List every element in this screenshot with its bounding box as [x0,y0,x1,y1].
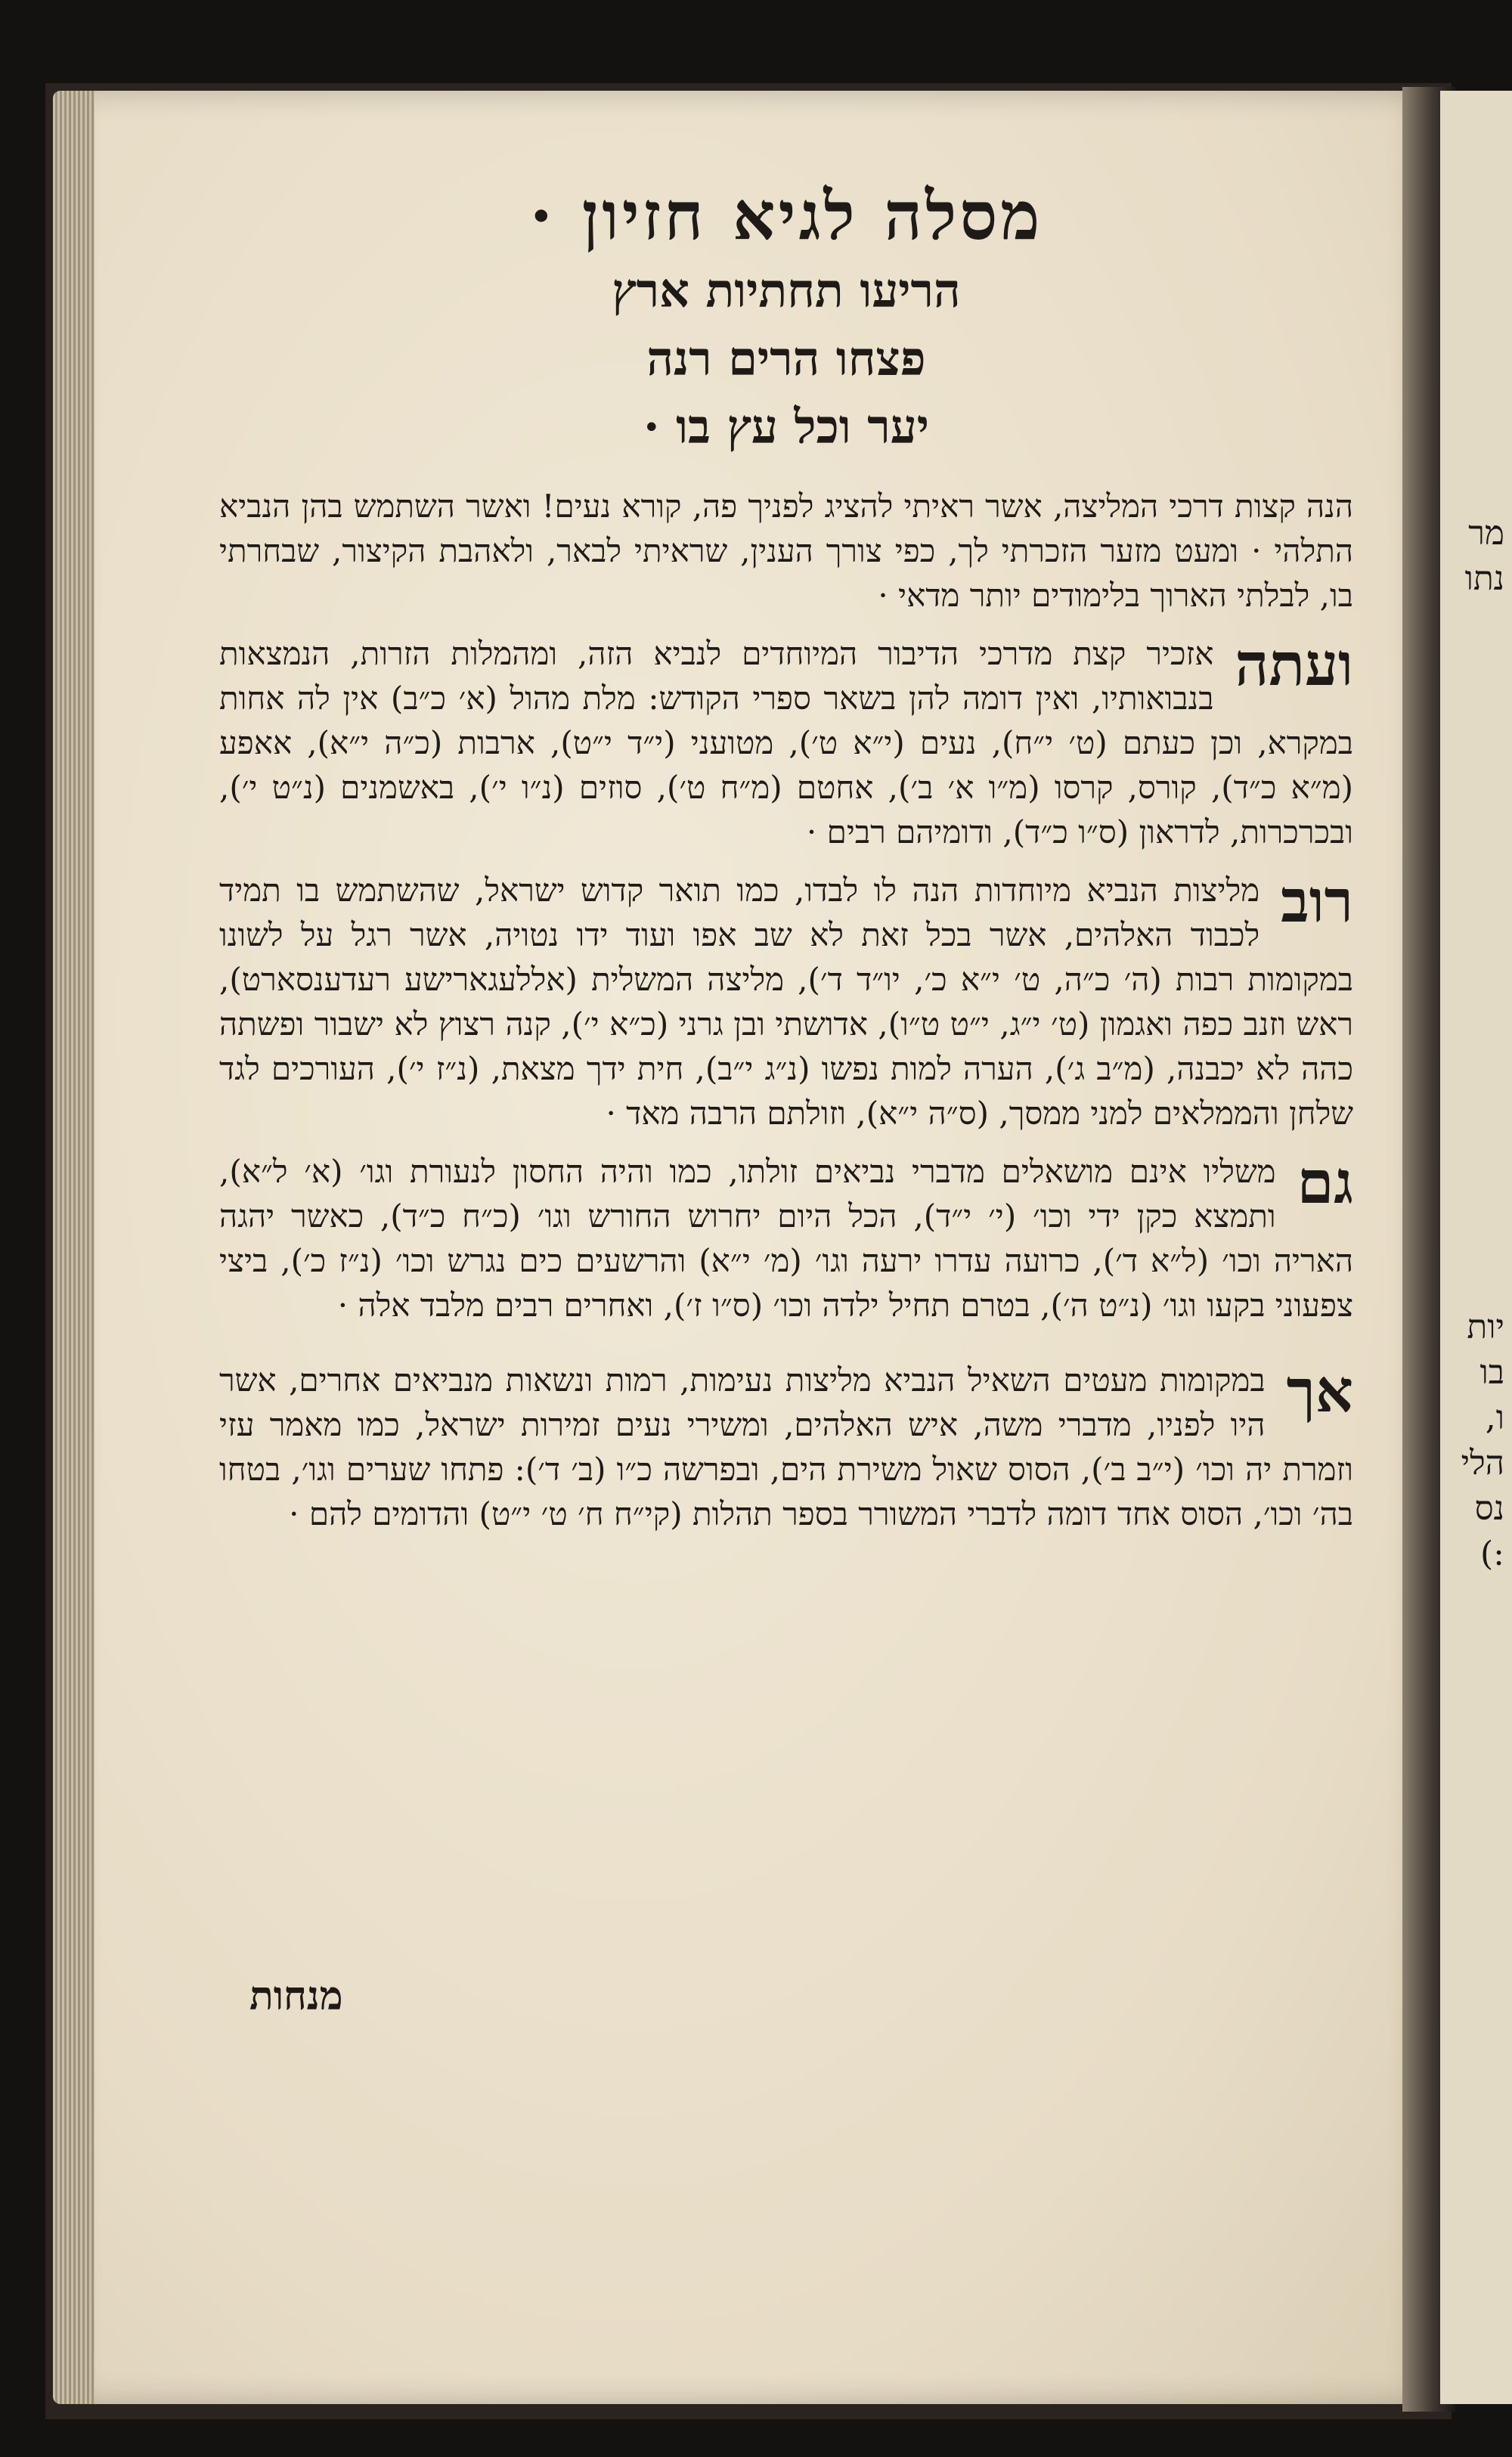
subtitle-line: הריעו תחתיות ארץ [612,263,961,318]
paragraph-text: מליצות הנביא מיוחדות הנה לו לבדו, כמו תואר קדוש ישראל, שהשתמש בו תמיד לכבוד האלהים, אשר בכל זאת לא שב אפו ועוד ידו נטויה, אשר רגל על לשונו במקומות רבות (ה׳ כ״ה, ט׳ י״א כ׳, יו״ד ד׳), מליצה המשלית (אללעגארישע רעדענסארט), ראש וזנב כפה ואגמון (ט׳ י״ג, י״ט ט״ו), אדושתי ובן גרני (כ״א י׳), קנה רצוץ לא ישבור ופשתה כהה לא יכבנה, (מ״ב ג׳), הערה למות נפשו (נ״ג י״ב), חית ידך מצאת, (נ״ז י׳), העורכים לגד שלחן והממלאים למני ממסך, (ס״ה י״א), וזולתם הרבה מאד · [219,872,1353,1132]
paragraph-initial-word: ועתה [1235,631,1353,699]
facing-fragment: בו [1479,1353,1504,1392]
facing-fragment: ו, [1485,1399,1504,1437]
page-title: מסלה לגיא חזיון · [529,176,1043,255]
paragraph-5 [219,1358,1353,1536]
facing-fragment: נתו [1464,559,1504,598]
paragraph-text: משליו אינם מושאלים מדברי נביאים זולתו, כמו והיה החסון לנעורת וגו׳ (א׳ ל״א), ותמצא כקן ידי וכו׳ (י׳ י״ד), הכל היום יחרוש החורש וגו׳ (כ״ח כ״ד), כאשר יהגה האריה וכו׳ (ל״א ד׳), כרועה עדרו ירעה וגו׳ (מ׳ י״א) והרשעים כים נגרש וכו׳ (נ״ז כ׳), ביצי צפעוני בקעו וגו׳ (נ״ט ה׳), בטרם תחיל ילדה וכו׳ (ס״ו ז׳), ואחרים רבים מלבד אלה · [219,1153,1353,1324]
facing-fragment: :) [1480,1535,1504,1573]
paragraph-1 [219,484,1353,618]
facing-page [1440,91,1512,2404]
facing-fragment: יות [1467,1308,1504,1346]
paragraph-initial-word: גם [1297,1148,1353,1217]
paragraph-text: אזכיר קצת מדרכי הדיבור המיוחדים לנביא הזה, ומהמלות הזרות, הנמצאות בנבואותיו, ואין דומה להן בשאר ספרי הקודש: מלת מהול (א׳ כ״ב) אין לה אחות במקרא, וכן כעתם (ט׳ י״ח), נעים (י״א ט׳), מטועני (י״ד י״ט), ארבות (כ״ה י״א), אאפע (מ״א כ״ד), קורס, קרסו (מ״ו א׳ ב׳), אחטם (מ״ח ט׳), סוזים (נ״ו י׳), באשמנים (נ״ט י׳), ובכרכרות, לדראון (ס״ו כ״ד), ודומיהם רבים · [219,635,1353,850]
paragraph-text: במקומות מעטים השאיל הנביא מליצות נעימות, רמות ונשאות מנביאים אחרים, אשר היו לפניו, מדברי משה, איש האלהים, ומשירי נעים זמירות ישראל, כמו מאמר עזי וזמרת יה וכו׳ (י״ב ב׳), הסוס שאול משירת הים, ובפרשה כ״ו (ב׳ ד׳): פתחו שערים וגו׳, בטחו בה׳ וכו׳, הסוס אחד דומה לדברי המשורר בספר תהלות (קי״ח ח׳ ט׳ י״ט) והדומים להם · [219,1362,1353,1532]
subtitle-line: פצחו הרים רנה [646,331,926,386]
paragraph-2 [219,631,1353,854]
catchword: מנחות [249,1973,343,2019]
paragraph-text: הנה קצות דרכי המליצה, אשר ראיתי להציג לפניך פה, קורא נעים! ואשר השתמש בהן הנביא התלהי · ומעט מזער הזכרתי לך, כפי צורך הענין, שראיתי לבאר, ולאהבת הקיצור, שבחרתי בו, לבלתי הארוך בלימודים יותר מדאי · [219,488,1353,614]
paragraph-initial-word: רוב [1281,867,1353,936]
subtitle-line: יער וכל עץ בו · [643,399,930,454]
page-content [219,174,1353,1536]
facing-fragment: נס [1474,1489,1504,1528]
facing-fragment: הלי [1461,1444,1504,1483]
paragraph-initial-word: אך [1286,1357,1353,1426]
paragraph-3 [219,868,1353,1136]
facing-fragment: מר [1468,514,1504,553]
paragraph-4 [219,1149,1353,1328]
